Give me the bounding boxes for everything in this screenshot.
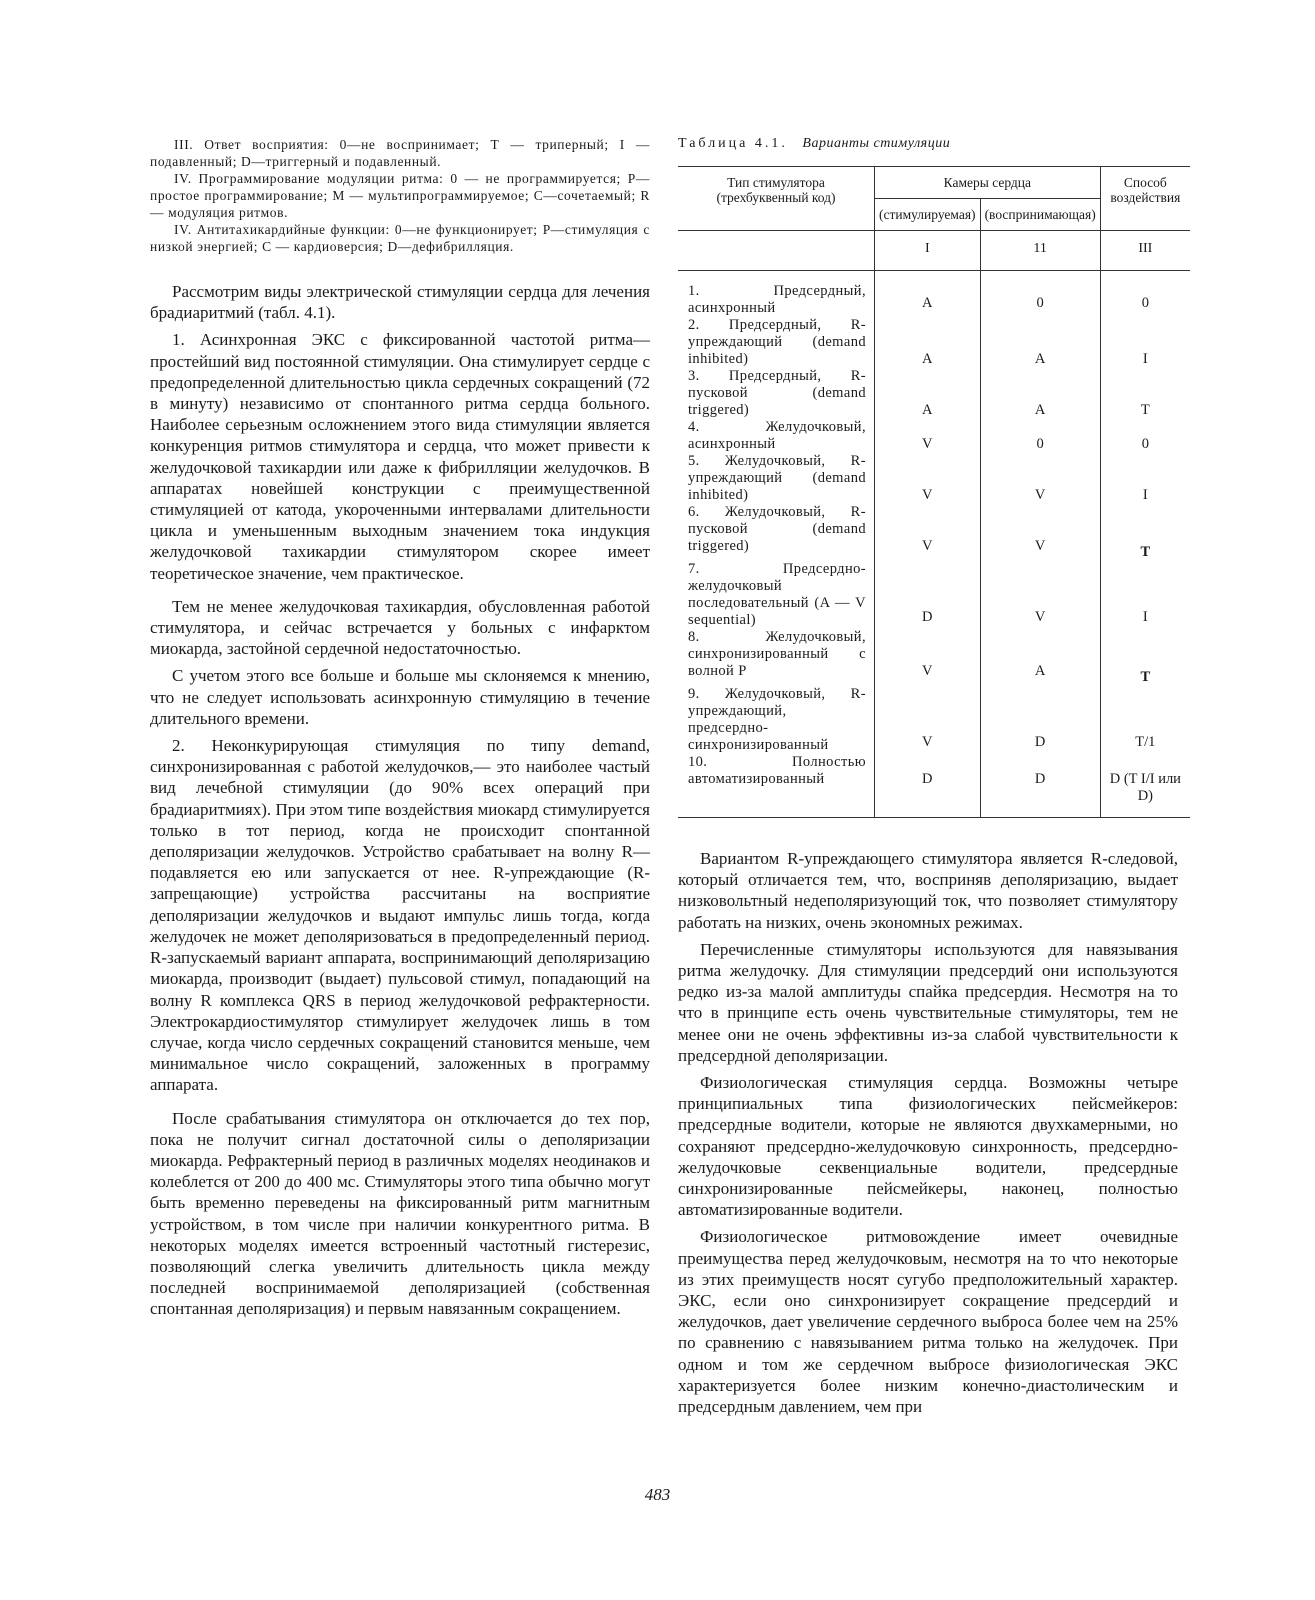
row-name: 1. Предсердный, асинхронный — [688, 283, 866, 316]
row-sense: D — [980, 754, 1100, 818]
row-name: 10. Полностью автоматизированный — [678, 754, 875, 818]
row-mode: T — [1100, 629, 1190, 686]
header-method: Способ воздействия — [1100, 167, 1190, 231]
row-sense: A — [980, 317, 1100, 368]
stimulation-variants-table — [678, 166, 1190, 818]
row-stim: V — [875, 504, 981, 561]
row-name: 3. Предсердный, R-пусковой (demand triggered) — [688, 368, 866, 418]
row-sense: A — [980, 368, 1100, 419]
row-name: 8. Желудочковый, синхронизированный с волной P — [688, 629, 866, 679]
page-number: 483 — [644, 1485, 671, 1504]
note-programming: IV. Программирование модуляции ритма: 0 — не программируется; Р—простое программирование; М — мультипрограммируемое; С—сочетаемый; R — модуляция ритмов. — [150, 171, 650, 220]
row-stim: A — [875, 271, 981, 318]
table-row — [678, 271, 1190, 318]
row-name: 6. Желудочковый, R-пусковой (demand triggered) — [688, 504, 866, 554]
paragraph: После срабатывания стимулятора он отключается до тех пор, пока не получит сигнал достаточной силы о деполяризации миокарда. Рефрактерный период в различных моделях неодинаков и колеблется от 200 до 400 мс. Стимуляторы этого типа обычно могут быть временно переведены на фиксированный ритм магнитным устройством, в том числе при наличии конкурентного ритма. В некоторых моделях имеется встроенный частотный гистерезис, позволяющий слегка увеличить длительность цикла между последней воспринимаемой деполяризацией (собственная спонтанная деполяризация) и первым навязанным сокращением. — [150, 1108, 650, 1319]
row-mode: T — [1100, 368, 1190, 419]
row-sense: D — [980, 686, 1100, 754]
row-mode: 0 — [1100, 271, 1190, 318]
header-sensed: (воспринимающая) — [980, 199, 1100, 231]
table-row — [678, 561, 1190, 629]
row-name: 9. Желудочковый, R-упреждающий, предсердно-синхронизированный — [688, 686, 866, 753]
row-stim: D — [875, 561, 981, 629]
row-mode: I — [1100, 453, 1190, 504]
header-chambers: Камеры сердца — [875, 167, 1101, 199]
header-type: Тип стимулятора (трехбуквенный код) — [678, 167, 875, 231]
table-row — [678, 368, 1190, 419]
row-mode: T/1 — [1100, 686, 1190, 754]
row-mode: T — [1100, 504, 1190, 561]
table-body — [678, 271, 1190, 818]
header-code-1: I — [875, 231, 981, 271]
table-label: Таблица 4.1. — [678, 136, 788, 151]
table-row — [678, 419, 1190, 453]
row-stim: V — [875, 419, 981, 453]
table-title: Варианты стимуляции — [802, 136, 951, 151]
paragraph: С учетом этого все больше и больше мы склоняемся к мнению, что не следует использовать асинхронную стимуляцию в течение длительного времени. — [150, 666, 650, 728]
row-mode: D (T I/I или D) — [1100, 754, 1190, 818]
row-sense: 0 — [980, 271, 1100, 318]
paragraph: Рассмотрим виды электрической стимуляции сердца для лечения брадиаритмий (табл. 4.1). — [150, 282, 650, 323]
header-code-2: 11 — [980, 231, 1100, 271]
row-name: 5. Желудочковый, R-упреждающий (demand inhibited) — [688, 453, 866, 503]
row-name: 4. Желудочковый, асинхронный — [688, 419, 866, 452]
row-stim: V — [875, 453, 981, 504]
left-column — [150, 136, 650, 1326]
row-stim: A — [875, 368, 981, 419]
table-caption — [678, 136, 1178, 152]
row-sense: V — [980, 561, 1100, 629]
table-row — [678, 754, 1190, 818]
table-row — [678, 317, 1190, 368]
right-body-text — [678, 848, 1178, 1417]
row-stim: D — [875, 754, 981, 818]
paragraph: Тем не менее желудочковая тахикардия, обусловленная работой стимулятора, и сейчас встречается у больных с инфарктом миокарда, застойной сердечной недостаточностью. — [150, 596, 650, 659]
row-stim: V — [875, 686, 981, 754]
row-sense: V — [980, 504, 1100, 561]
table-row — [678, 686, 1190, 754]
paragraph: Вариантом R-упреждающего стимулятора является R-следовой, который отличается тем, что, восприняв деполяризацию, выдает низковольтный недеполяризующий ток, что позволяет стимулятору работать на низких, очень экономных режимах. — [678, 849, 1178, 932]
paragraph: 2. Неконкурирующая стимуляция по типу demand, синхронизированная с работой желудочков,— это наиболее частый вид лечебной стимуляции (до 90% всех операций при брадиаритмиях). При этом типе воздействия миокард стимулируется только в тот период, когда не происходит спонтанной деполяризации желудочков. Устройство срабатывает на волну R—подавляется ею или запускается от нее. R-упреждающие (R-запрещающие) устройства рассчитаны на восприятие деполяризации желудочков и выдают импульс лишь тогда, когда желудочек не может деполяризоваться в предопределенный период. R-запускаемый вариант аппарата, воспринимающий деполяризацию миокарда, производит (выдает) пульсовой стимул, попадающий на волну R комплекса QRS в период желудочковой рефрактерности. Электрокардиостимулятор стимулирует желудочек лишь в том случае, когда число сердечных сокращений становится меньше, чем минимальное число сокращений, заложенных в программу аппарата. — [150, 736, 650, 1095]
table-row — [678, 629, 1190, 686]
table-row — [678, 504, 1190, 561]
row-sense: 0 — [980, 419, 1100, 453]
row-mode: I — [1100, 561, 1190, 629]
paragraph: Перечисленные стимуляторы используются для навязывания ритма желудочку. Для стимуляции предсердий они используются редко из-за малой амплитуды спайка предсердия. Несмотря на то что в принципе есть очень чувствительные стимуляторы, тем не менее они не очень эффективны из-за слабой чувствительности к предсердной деполяризации. — [678, 939, 1178, 1065]
row-name: 7. Предсердно-желудочковый последовательный (A — V sequential) — [688, 561, 866, 628]
note-antitachy: IV. Антитахикардийные функции: 0—не функционирует; Р—стимуляция с низкой энергией; С — кардиоверсия; D—дефибрилляция. — [150, 222, 650, 254]
row-name: 2. Предсердный, R-упреждающий (demand inhibited) — [688, 317, 866, 367]
header-stimulated: (стимулируемая) — [875, 199, 981, 231]
row-mode: 0 — [1100, 419, 1190, 453]
left-body-text — [150, 281, 650, 1320]
row-stim: V — [875, 629, 981, 686]
table-legend-notes — [150, 136, 650, 255]
paragraph: Физиологическое ритмовождение имеет очевидные преимущества перед желудочковым, несмотря на то что некоторые из этих преимуществ носят сугубо предположительный характер. ЭКС, если оно синхронизирует сокращение предсердий и желудочков, дает увеличение сердечного выброса более чем на 25% по сравнению с навязыванием ритма только на желудочек. При одном и том же сердечном выбросе физиологическая ЭКС характеризуется более низким конечно-диастолическим и предсердным давлением, чем при — [678, 1227, 1178, 1417]
header-code-3: III — [1100, 231, 1190, 271]
right-column — [678, 136, 1181, 1423]
paragraph: Физиологическая стимуляция сердца. Возможны четыре принципиальных типа физиологических пейсмейкеров: предсердные водители, которые не являются двухкамерными, но сохраняют предсердно-желудочковую синхронность, предсердно-желудочковые секвенциальные водители, предсердные синхронизированные пейсмейкеры, наконец, полностью автоматизированные водители. — [678, 1073, 1178, 1220]
row-stim: A — [875, 317, 981, 368]
row-sense: V — [980, 453, 1100, 504]
paragraph: 1. Асинхронная ЭКС с фиксированной частотой ритма—простейший вид постоянной стимуляции. Она стимулирует сердце с предопределенной длительностью цикла сердечных сокращений (72 в минуту) независимо от спонтанного ритма сердца больного. Наиболее серьезным осложнением этого вида стимуляции является конкуренция ритмов стимулятора и сердца, что может привести к желудочковой тахикардии или даже к фибрилляции желудочков. В аппаратах новейшей конструкции с преимущественной стимуляцией от катода, укороченными интервалами длительности цикла и уменьшенным выходным значением тока индукция желудочковой тахикардии стимулятором скорее имеет теоретическое значение, чем практическое. — [150, 330, 650, 583]
note-perception: III. Ответ восприятия: 0—не воспринимает; Т — триперный; I — подавленный; D—триггерный и подавленный. — [150, 137, 650, 169]
table-row — [678, 453, 1190, 504]
row-mode: I — [1100, 317, 1190, 368]
row-sense: A — [980, 629, 1100, 686]
header-code-blank — [678, 231, 875, 271]
